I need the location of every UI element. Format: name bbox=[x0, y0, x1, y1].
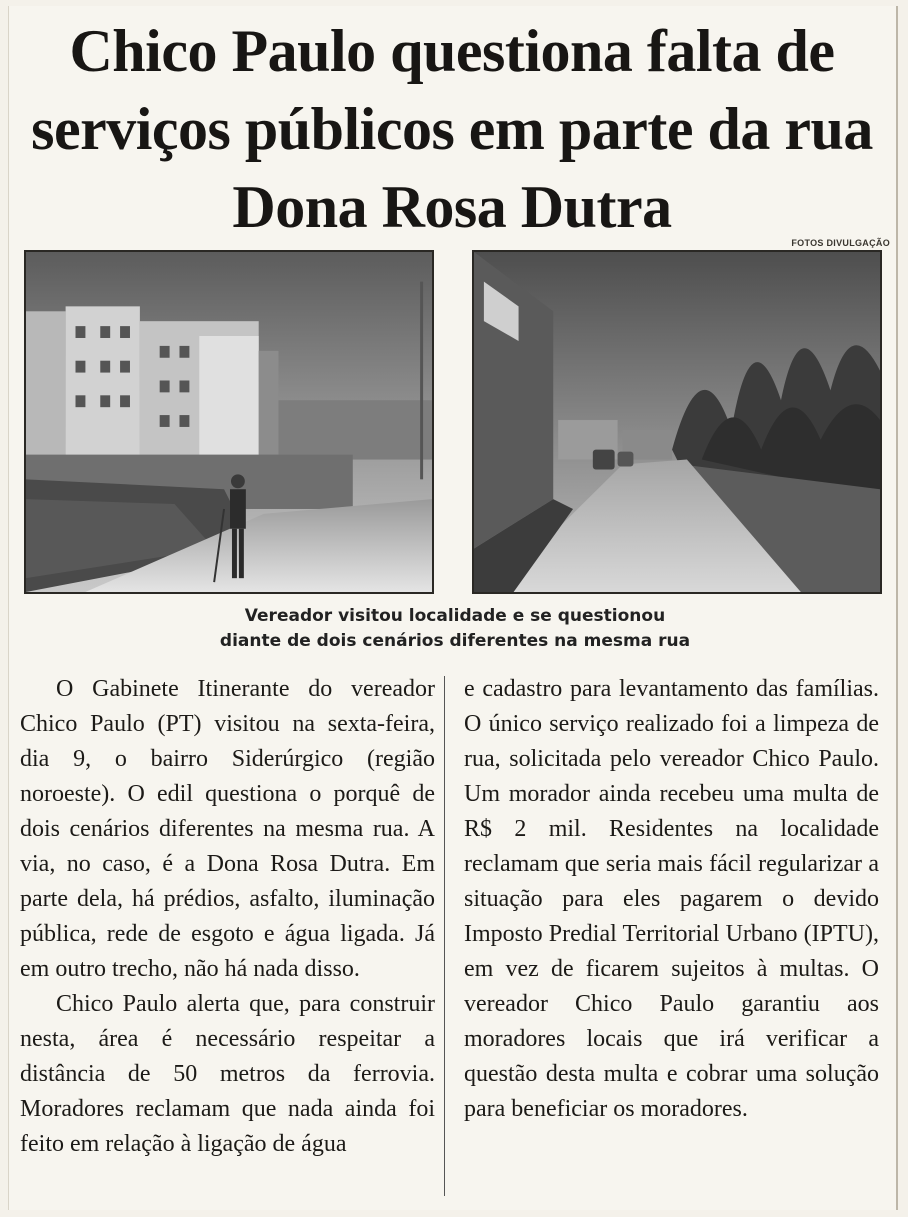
headline: Chico Paulo questiona falta de serviços públicos em parte da rua Dona Rosa Dutra bbox=[31, 18, 873, 240]
caption-line: diante de dois cenários diferentes na mesma rua bbox=[219, 631, 691, 651]
column-divider bbox=[444, 676, 445, 1196]
paragraph: e cadastro para levantamento das famílias. O único serviço realizado foi a limpeza de rua, solicitada pelo vereador Chico Paulo. Um morador ainda recebeu uma multa de R$ 2 mil. Residentes na localidade reclamam que seria mais fácil regularizar a situação para eles pagarem o devido Imposto Predial Territorial Urbano (IPTU), em vez de ficarem sujeitos à multas. O vereador Chico Paulo garantiu aos moradores locais que irá verificar a questão desta multa e cobrar uma solução para beneficiar os moradores. bbox=[464, 676, 879, 1122]
caption-line: Vereador visitou localidade e se questionou bbox=[244, 606, 666, 626]
photo-caption bbox=[60, 604, 850, 654]
photo-apartment-buildings bbox=[24, 250, 434, 594]
article-column-2 bbox=[464, 672, 879, 1127]
photo-dirt-road bbox=[472, 250, 882, 594]
paragraph: O Gabinete Itinerante do vereador Chico Paulo (PT) visitou na sexta-feira, dia 9, o bairro Siderúrgico (região noroeste). O edil questiona o porquê de dois cenários diferentes na mesma rua. A via, no caso, é a Dona Rosa Dutra. Em parte dela, há prédios, asfalto, iluminação pública, rede de esgoto e água ligada. Já em outro trecho, não há nada disso. bbox=[20, 676, 435, 982]
photo-credit: FOTOS DIVULGAÇÃO bbox=[791, 238, 890, 248]
paragraph: Chico Paulo alerta que, para construir nesta, área é necessário respeitar a distância de 50 metros da ferrovia. Moradores reclamam que nada ainda foi feito em relação à ligação de água bbox=[20, 991, 435, 1157]
article-column-1 bbox=[20, 672, 435, 1162]
